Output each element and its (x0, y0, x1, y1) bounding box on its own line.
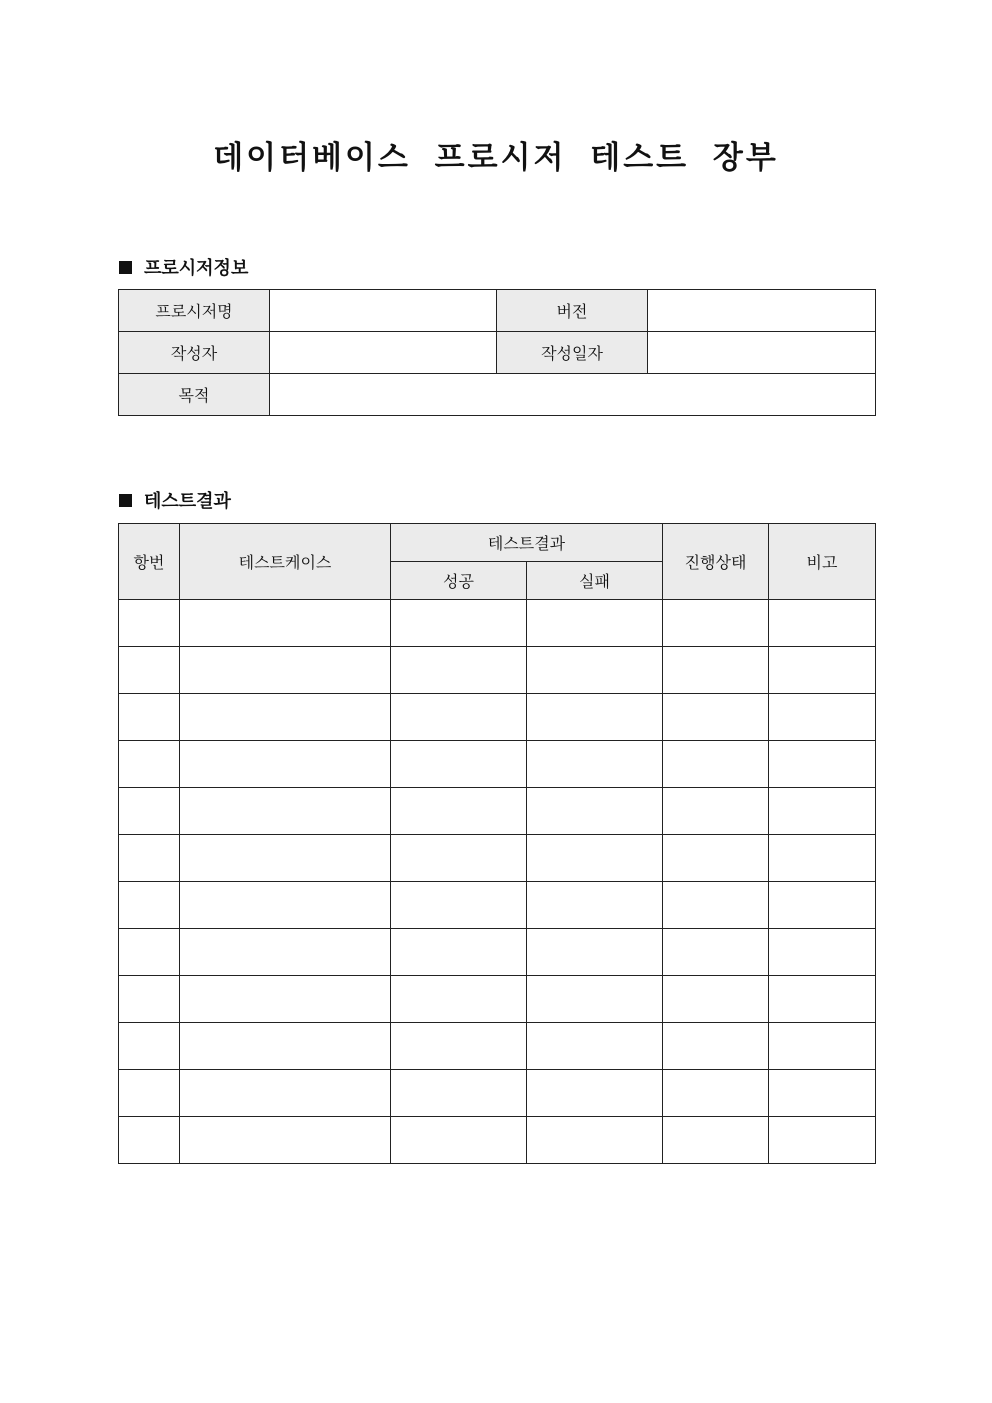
cell-failure[interactable] (527, 694, 663, 741)
cell-test-case[interactable] (180, 600, 391, 647)
section-heading-test-results (119, 487, 231, 513)
procedure-info-table (118, 289, 876, 416)
cell-success[interactable] (391, 1070, 527, 1117)
column-header-no: 항번 (119, 524, 180, 600)
section-title: 테스트결과 (144, 491, 231, 512)
column-header-progress: 진행상태 (663, 524, 769, 600)
cell-remarks[interactable] (769, 835, 876, 882)
table-row (119, 976, 876, 1023)
table-row (119, 741, 876, 788)
cell-remarks[interactable] (769, 694, 876, 741)
cell-remarks[interactable] (769, 976, 876, 1023)
cell-no[interactable] (119, 600, 180, 647)
cell-failure[interactable] (527, 976, 663, 1023)
cell-remarks[interactable] (769, 929, 876, 976)
cell-progress[interactable] (663, 647, 769, 694)
cell-progress[interactable] (663, 976, 769, 1023)
purpose-field[interactable] (270, 374, 876, 416)
table-row (119, 374, 876, 416)
section-heading-procedure-info (119, 254, 248, 280)
cell-no[interactable] (119, 835, 180, 882)
cell-failure[interactable] (527, 647, 663, 694)
table-row (119, 694, 876, 741)
cell-success[interactable] (391, 1023, 527, 1070)
date-label: 작성일자 (497, 332, 648, 374)
cell-progress[interactable] (663, 929, 769, 976)
cell-success[interactable] (391, 647, 527, 694)
table-row (119, 788, 876, 835)
cell-failure[interactable] (527, 929, 663, 976)
cell-no[interactable] (119, 647, 180, 694)
cell-failure[interactable] (527, 741, 663, 788)
column-header-test-result: 테스트결과 (391, 524, 663, 562)
cell-remarks[interactable] (769, 882, 876, 929)
cell-success[interactable] (391, 788, 527, 835)
cell-success[interactable] (391, 741, 527, 788)
square-bullet-icon (119, 494, 132, 507)
cell-success[interactable] (391, 929, 527, 976)
procedure-name-field[interactable] (270, 290, 497, 332)
author-label: 작성자 (119, 332, 270, 374)
cell-no[interactable] (119, 788, 180, 835)
cell-progress[interactable] (663, 1070, 769, 1117)
cell-no[interactable] (119, 1070, 180, 1117)
cell-remarks[interactable] (769, 1117, 876, 1164)
cell-no[interactable] (119, 1023, 180, 1070)
cell-progress[interactable] (663, 882, 769, 929)
cell-test-case[interactable] (180, 929, 391, 976)
table-row (119, 1023, 876, 1070)
table-row (119, 835, 876, 882)
cell-success[interactable] (391, 600, 527, 647)
table-row (119, 600, 876, 647)
cell-test-case[interactable] (180, 647, 391, 694)
cell-progress[interactable] (663, 600, 769, 647)
cell-no[interactable] (119, 694, 180, 741)
cell-test-case[interactable] (180, 1070, 391, 1117)
column-header-success: 성공 (391, 562, 527, 600)
table-row (119, 647, 876, 694)
cell-success[interactable] (391, 835, 527, 882)
table-row (119, 882, 876, 929)
cell-failure[interactable] (527, 882, 663, 929)
column-header-failure: 실패 (527, 562, 663, 600)
cell-no[interactable] (119, 1117, 180, 1164)
table-row (119, 290, 876, 332)
document-title: 데이터베이스 프로시저 테스트 장부 (213, 140, 779, 176)
date-field[interactable] (648, 332, 876, 374)
cell-success[interactable] (391, 1117, 527, 1164)
cell-progress[interactable] (663, 1023, 769, 1070)
cell-test-case[interactable] (180, 694, 391, 741)
procedure-name-label: 프로시저명 (119, 290, 270, 332)
section-title: 프로시저정보 (144, 258, 249, 279)
cell-no[interactable] (119, 741, 180, 788)
cell-remarks[interactable] (769, 647, 876, 694)
cell-no[interactable] (119, 929, 180, 976)
version-field[interactable] (648, 290, 876, 332)
cell-remarks[interactable] (769, 741, 876, 788)
cell-test-case[interactable] (180, 1023, 391, 1070)
cell-test-case[interactable] (180, 882, 391, 929)
table-row (119, 1117, 876, 1164)
cell-progress[interactable] (663, 788, 769, 835)
table-row (119, 929, 876, 976)
cell-test-case[interactable] (180, 741, 391, 788)
table-row (119, 1070, 876, 1117)
column-header-remarks: 비고 (769, 524, 876, 600)
cell-progress[interactable] (663, 741, 769, 788)
cell-test-case[interactable] (180, 976, 391, 1023)
column-header-test-case: 테스트케이스 (180, 524, 391, 600)
table-row (119, 332, 876, 374)
cell-progress[interactable] (663, 835, 769, 882)
cell-failure[interactable] (527, 600, 663, 647)
cell-progress[interactable] (663, 694, 769, 741)
cell-no[interactable] (119, 882, 180, 929)
test-results-table (118, 523, 876, 1164)
square-bullet-icon (119, 261, 132, 274)
cell-failure[interactable] (527, 835, 663, 882)
cell-remarks[interactable] (769, 788, 876, 835)
cell-remarks[interactable] (769, 1070, 876, 1117)
cell-progress[interactable] (663, 1117, 769, 1164)
cell-no[interactable] (119, 976, 180, 1023)
cell-test-case[interactable] (180, 1117, 391, 1164)
cell-failure[interactable] (527, 1023, 663, 1070)
cell-success[interactable] (391, 882, 527, 929)
cell-test-case[interactable] (180, 835, 391, 882)
cell-remarks[interactable] (769, 1023, 876, 1070)
cell-success[interactable] (391, 976, 527, 1023)
cell-failure[interactable] (527, 1117, 663, 1164)
cell-success[interactable] (391, 694, 527, 741)
author-field[interactable] (270, 332, 497, 374)
purpose-label: 목적 (119, 374, 270, 416)
cell-remarks[interactable] (769, 600, 876, 647)
cell-failure[interactable] (527, 788, 663, 835)
version-label: 버전 (497, 290, 648, 332)
cell-failure[interactable] (527, 1070, 663, 1117)
cell-test-case[interactable] (180, 788, 391, 835)
table-header-row (119, 524, 876, 562)
